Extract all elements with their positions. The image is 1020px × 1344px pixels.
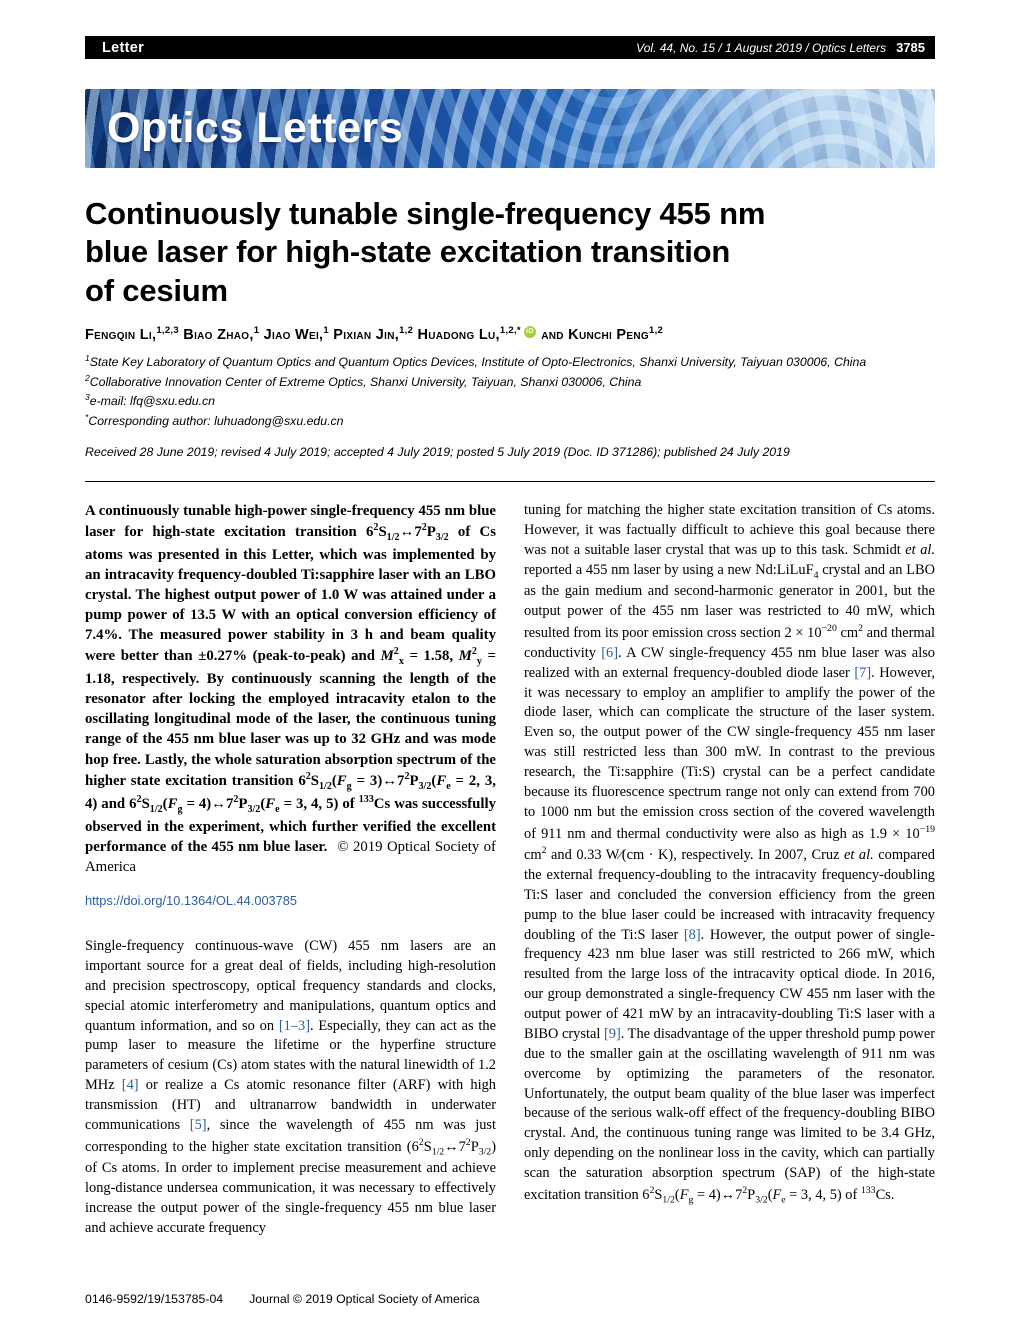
footer-copyright: Journal © 2019 Optical Society of America xyxy=(249,1292,480,1306)
footer-issn-code: 0146-9592/19/153785-04 xyxy=(85,1292,224,1306)
affiliation-line: $^1$State Key Laboratory of Quantum Optics and Quantum Optics Devices, Institute of Opto-Electronics, Shanxi University, Taiyuan 030006, China xyxy=(85,353,867,370)
article-type-tag: Letter xyxy=(102,39,145,56)
history-line: Received 28 June 2019; revised 4 July 2019; accepted 4 July 2019; posted 5 July 2019 (Doc. ID 371286); published 24 July 2019 xyxy=(85,445,790,460)
author-affiliation-marker: 1,2,* xyxy=(499,325,521,337)
journal-logo-banner xyxy=(85,89,935,168)
copyright-note: © 2019 Optical Society of America xyxy=(85,838,496,875)
masthead xyxy=(85,36,935,59)
journal-logo-text: Optics Letters xyxy=(107,104,404,152)
right-column xyxy=(524,501,935,1238)
author-affiliation-marker: 1,2 xyxy=(648,325,664,337)
doi-link[interactable]: https://doi.org/10.1364/OL.44.003785 xyxy=(85,893,298,909)
affiliation-line: $^2$Collaborative Innovation Center of Extreme Optics, Shanxi University, Taiyuan, Shanxi 030006, China xyxy=(85,372,642,389)
page-number: 3785 xyxy=(896,40,925,55)
author-name: Kunchi Peng xyxy=(568,327,649,344)
title-line: blue laser for high-state excitation transition xyxy=(85,234,731,270)
article-title xyxy=(85,195,935,310)
affiliation-line: *Corresponding author: luhuadong@sxu.edu.cn xyxy=(85,411,344,428)
issue-info: Vol. 44, No. 15 / 1 August 2019 / Optics Letters xyxy=(636,41,887,55)
author-name: Biao Zhao, xyxy=(183,327,254,344)
issue-bar xyxy=(636,40,925,55)
affiliation-line: $^3$e-mail: lfq@sxu.edu.cn xyxy=(85,392,215,409)
abstract xyxy=(85,501,496,877)
orcid-icon[interactable]: iD xyxy=(524,326,536,338)
author-name: Huadong Lu, xyxy=(417,327,500,344)
intro-paragraph-left: Single-frequency continuous-wave (CW) 455 nm lasers are an important source for a great deal of fields, including high-resolution and precision spectroscopy, optical frequency standards and clocks, special atomic interferometry and manipulations, quantum optics and quantum information, and so on [1–3]. Especially, they can act as the pump laser to measure the lifetime or the hyperfine structure parameters of cesium (Cs) atom states with the natural linewidth of 1.2 MHz [4] or realize a Cs atomic resonance filter (ARF) with high transmission (HT) and ultranarrow bandwidth in underwater communications [5], since the wavelength of 455 nm was just corresponding to the higher state excitation transition $(6^2S_{1/2}\leftrightarrow 7^2P_{3/2})$ of Cs atoms. In order to implement precise measurement and achieve long-distance undersea communication, it was necessary to effectively increase the output power of the single-frequency 455 nm blue laser and achieve accurate frequency xyxy=(85,938,497,1236)
doi-row xyxy=(85,892,496,910)
authors-conjunction: and xyxy=(541,327,569,344)
author-name: Pixian Jin, xyxy=(333,327,400,344)
author-affiliation-marker: 1 xyxy=(253,325,260,337)
intro-paragraph-right: tuning for matching the higher state excitation transition of Cs atoms. However, it was factually difficult to achieve this goal because there was not a suitable laser crystal that was up to this task. Schmidt et al. reported a 455 nm laser by using a new Nd:LiLuF$_4$ crystal and an LBO as the gain medium and second-harmonic generator in 2001, but the output power of the 455 nm laser was restricted to 40 mW, which resulted from its poor emission cross section $2 \times 10^{-20}$ $cm^2$ and thermal conductivity [6]. A CW single-frequency 455 nm blue laser was also realized with an external frequency-doubled diode laser [7]. However, it was necessary to employ an amplifier to amplify the power of the diode laser, which can complicate the structure of the laser system. Even so, the output power of the CW single-frequency 455 nm laser was still restricted less than 300 mW. In contrast to the previous research, the Ti:sapphire (Ti:S) crystal can be a perfect candidate because its fluorescence spectrum range not only can extend from 700 to 1000 nm but the emission cross section of the covered wavelength of 911 nm and thermal conductivity were also as high as $1.9 \times 10^{-19}$ $cm^2$ and 0.33 W∕(cm · K), respectively. In 2007, Cruz et al. compared the external frequency-doubling to the intracavity frequency-doubling Ti:S laser and concluded the conversion efficiency from the green pump to the blue laser could be increased with intracavity frequency doubling of the Ti:S laser [8]. However, the output power of single-frequency 423 nm blue laser was still restricted to 266 mW, which resulted from the large loss of the intracavity optical diode. In 2016, our group demonstrated a single-frequency CW 455 nm laser with the output power of 421 mW by an intracavity-doubling Ti:S laser with a BIBO crystal [9]. The disadvantage of the upper threshold pump power due to the smaller gain at the oscillating wavelength of 911 nm was overcome by optimizing the parameters of the resonator. Unfortunately, the output beam quality of the blue laser was imperfect because of the serious walk-off effect of the frequency-doubling BIBO crystal. And, the continuous tuning range was limited to be 3.4 GHz, only depending on the nonlinear loss in the cavity, which can partially scan the saturation absorption spectrum (SAP) of the high-state excitation transition $6^2S_{1/2}(F_g$ = $4)\leftrightarrow 7^2P_{3/2}(F_e = 3$, 4, 5) of $^{133}$Cs. xyxy=(524,502,936,1206)
author-affiliation-marker: 1 xyxy=(323,325,329,337)
abstract-text: A continuously tunable high-power single-frequency 455 nm blue laser for high-state excitation transition $6^2S_{1/2}\leftrightarrow 7^2P_{3/2}$ of Cs atoms was presented in this Letter, which was implemented by an intracavity frequency-doubled Ti:sapphire laser with an LBO crystal. The highest output power of 1.0 W was attained under a pump power of 13.5 W with an optical conversion efficiency of 7.4%. The measured power stability in 3 h and beam quality were better than ±0.27% (peak-to-peak) and $M^2_x = 1.58$, $M^2_y = 1.18$, respectively. By continuously scanning the length of the resonator after locking the employed intracavity etalon to the oscillating longitudinal mode of the laser, the continuous tuning range of the 455 nm blue laser was up to 32 GHz and was mode hop free. Lastly, the whole saturation absorption spectrum of the higher state excitation transition $6^2S_{1/2}(F_g$ = $3)\leftrightarrow 7^2P_{3/2}(F_e = 2$, 3, 4) and $6^2S_{1/2}(F_g$ = $4)\leftrightarrow 7^2P_{3/2}(F_e = 3$, 4, 5) of $^{133}$Cs was successfully observed in the experiment, which further verified the excellent performance of the 455 nm blue laser. xyxy=(85,503,496,855)
author-affiliation-marker: 1,2 xyxy=(399,325,414,337)
left-column xyxy=(85,501,496,1238)
title-line: Continuously tunable single-frequency 455 nm xyxy=(85,196,766,231)
author-name: Jiao Wei, xyxy=(263,327,324,344)
title-line: of cesium xyxy=(85,272,228,308)
footer-line xyxy=(85,1292,480,1306)
affiliation-list xyxy=(85,352,935,430)
author-list xyxy=(85,325,935,343)
author-name: Fengqin Li, xyxy=(85,327,157,344)
divider-rule xyxy=(85,481,935,482)
author-affiliation-marker: 1,2,3 xyxy=(156,325,179,337)
two-column-body xyxy=(85,501,935,1238)
